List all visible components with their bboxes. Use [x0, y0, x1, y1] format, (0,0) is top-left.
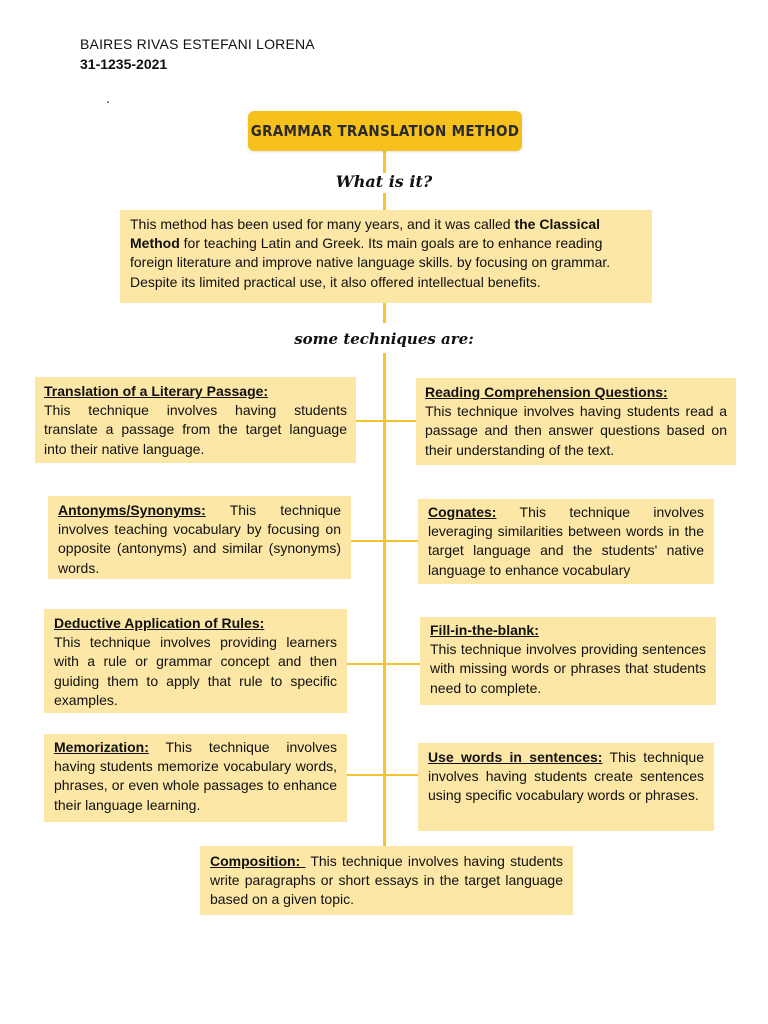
author-name: BAIRES RIVAS ESTEFANI LORENA	[80, 36, 315, 52]
connector-title-to-question	[383, 151, 386, 173]
intro-text-part2: for teaching Latin and Greek. Its main goals are to enhance reading foreign literature and improve native language skills. by focusing on grammar. Despite its limited practical use, it also offered intellectual benefits.	[130, 235, 611, 290]
technique-box-cognates	[418, 499, 714, 584]
technique-box-fill-in-the-blank	[420, 617, 716, 705]
technique-text: This technique involves teaching vocabulary by focusing on opposite (antonyms) and similar (synonyms) words.	[58, 502, 341, 576]
technique-title: Memorization:	[54, 739, 149, 755]
diagram-title: GRAMMAR TRANSLATION METHOD	[248, 111, 522, 151]
technique-title: Use words in sentences:	[428, 749, 603, 765]
connector-intro-to-techniques	[383, 303, 386, 323]
technique-title: Composition:	[210, 853, 306, 869]
technique-text: This technique involves having students translate a passage from the target language into their native language.	[44, 402, 347, 457]
technique-box-reading	[416, 378, 736, 465]
intro-text-bold: the Classical Method	[130, 216, 601, 252]
technique-box-use-words-in-sentences	[418, 743, 714, 831]
connector-branch-1	[356, 420, 416, 422]
technique-text: This technique involves leveraging similarities between words in the target language and the students' native language to enhance vocabulary	[428, 504, 704, 578]
technique-text: This technique involves having students write paragraphs or short essays in the target language based on a given topic.	[210, 853, 563, 908]
technique-box-antonyms	[48, 496, 351, 579]
technique-title: Antonyms/Synonyms:	[58, 502, 206, 518]
technique-text: This technique involves providing learners with a rule or grammar concept and then guiding them to apply that rule to specific examples.	[54, 634, 337, 708]
intro-text-part1: This method has been used for many years, and it was called	[130, 216, 515, 232]
technique-title: Deductive Application of Rules:	[54, 615, 265, 631]
technique-text: This technique involves having students memorize vocabulary words, phrases, or even whole passages to enhance their language learning.	[54, 739, 337, 813]
technique-text: This technique involves having students create sentences using specific vocabulary words or phrases.	[428, 749, 704, 804]
what-is-it-heading: What is it?	[335, 172, 433, 191]
technique-box-memorization	[44, 734, 347, 822]
techniques-heading: some techniques are:	[294, 330, 474, 348]
technique-title: Cognates:	[428, 504, 497, 520]
technique-text: This technique involves having students read a passage and then answer questions based on their understanding of the text.	[425, 403, 727, 458]
connector-question-to-intro	[383, 193, 386, 210]
connector-main-trunk	[383, 353, 386, 846]
technique-box-deductive	[44, 609, 347, 713]
technique-title: Translation of a Literary Passage:	[44, 383, 269, 399]
intro-box	[120, 210, 652, 303]
technique-title: Fill-in-the-blank:	[430, 622, 539, 638]
technique-box-composition	[200, 846, 573, 915]
student-code: 31-1235-2021	[80, 56, 168, 72]
technique-title: Reading Comprehension Questions:	[425, 384, 668, 400]
technique-box-translation	[35, 377, 356, 463]
technique-text: This technique involves providing sentences with missing words or phrases that students need to complete.	[430, 641, 706, 696]
stray-dot: .	[106, 90, 110, 106]
